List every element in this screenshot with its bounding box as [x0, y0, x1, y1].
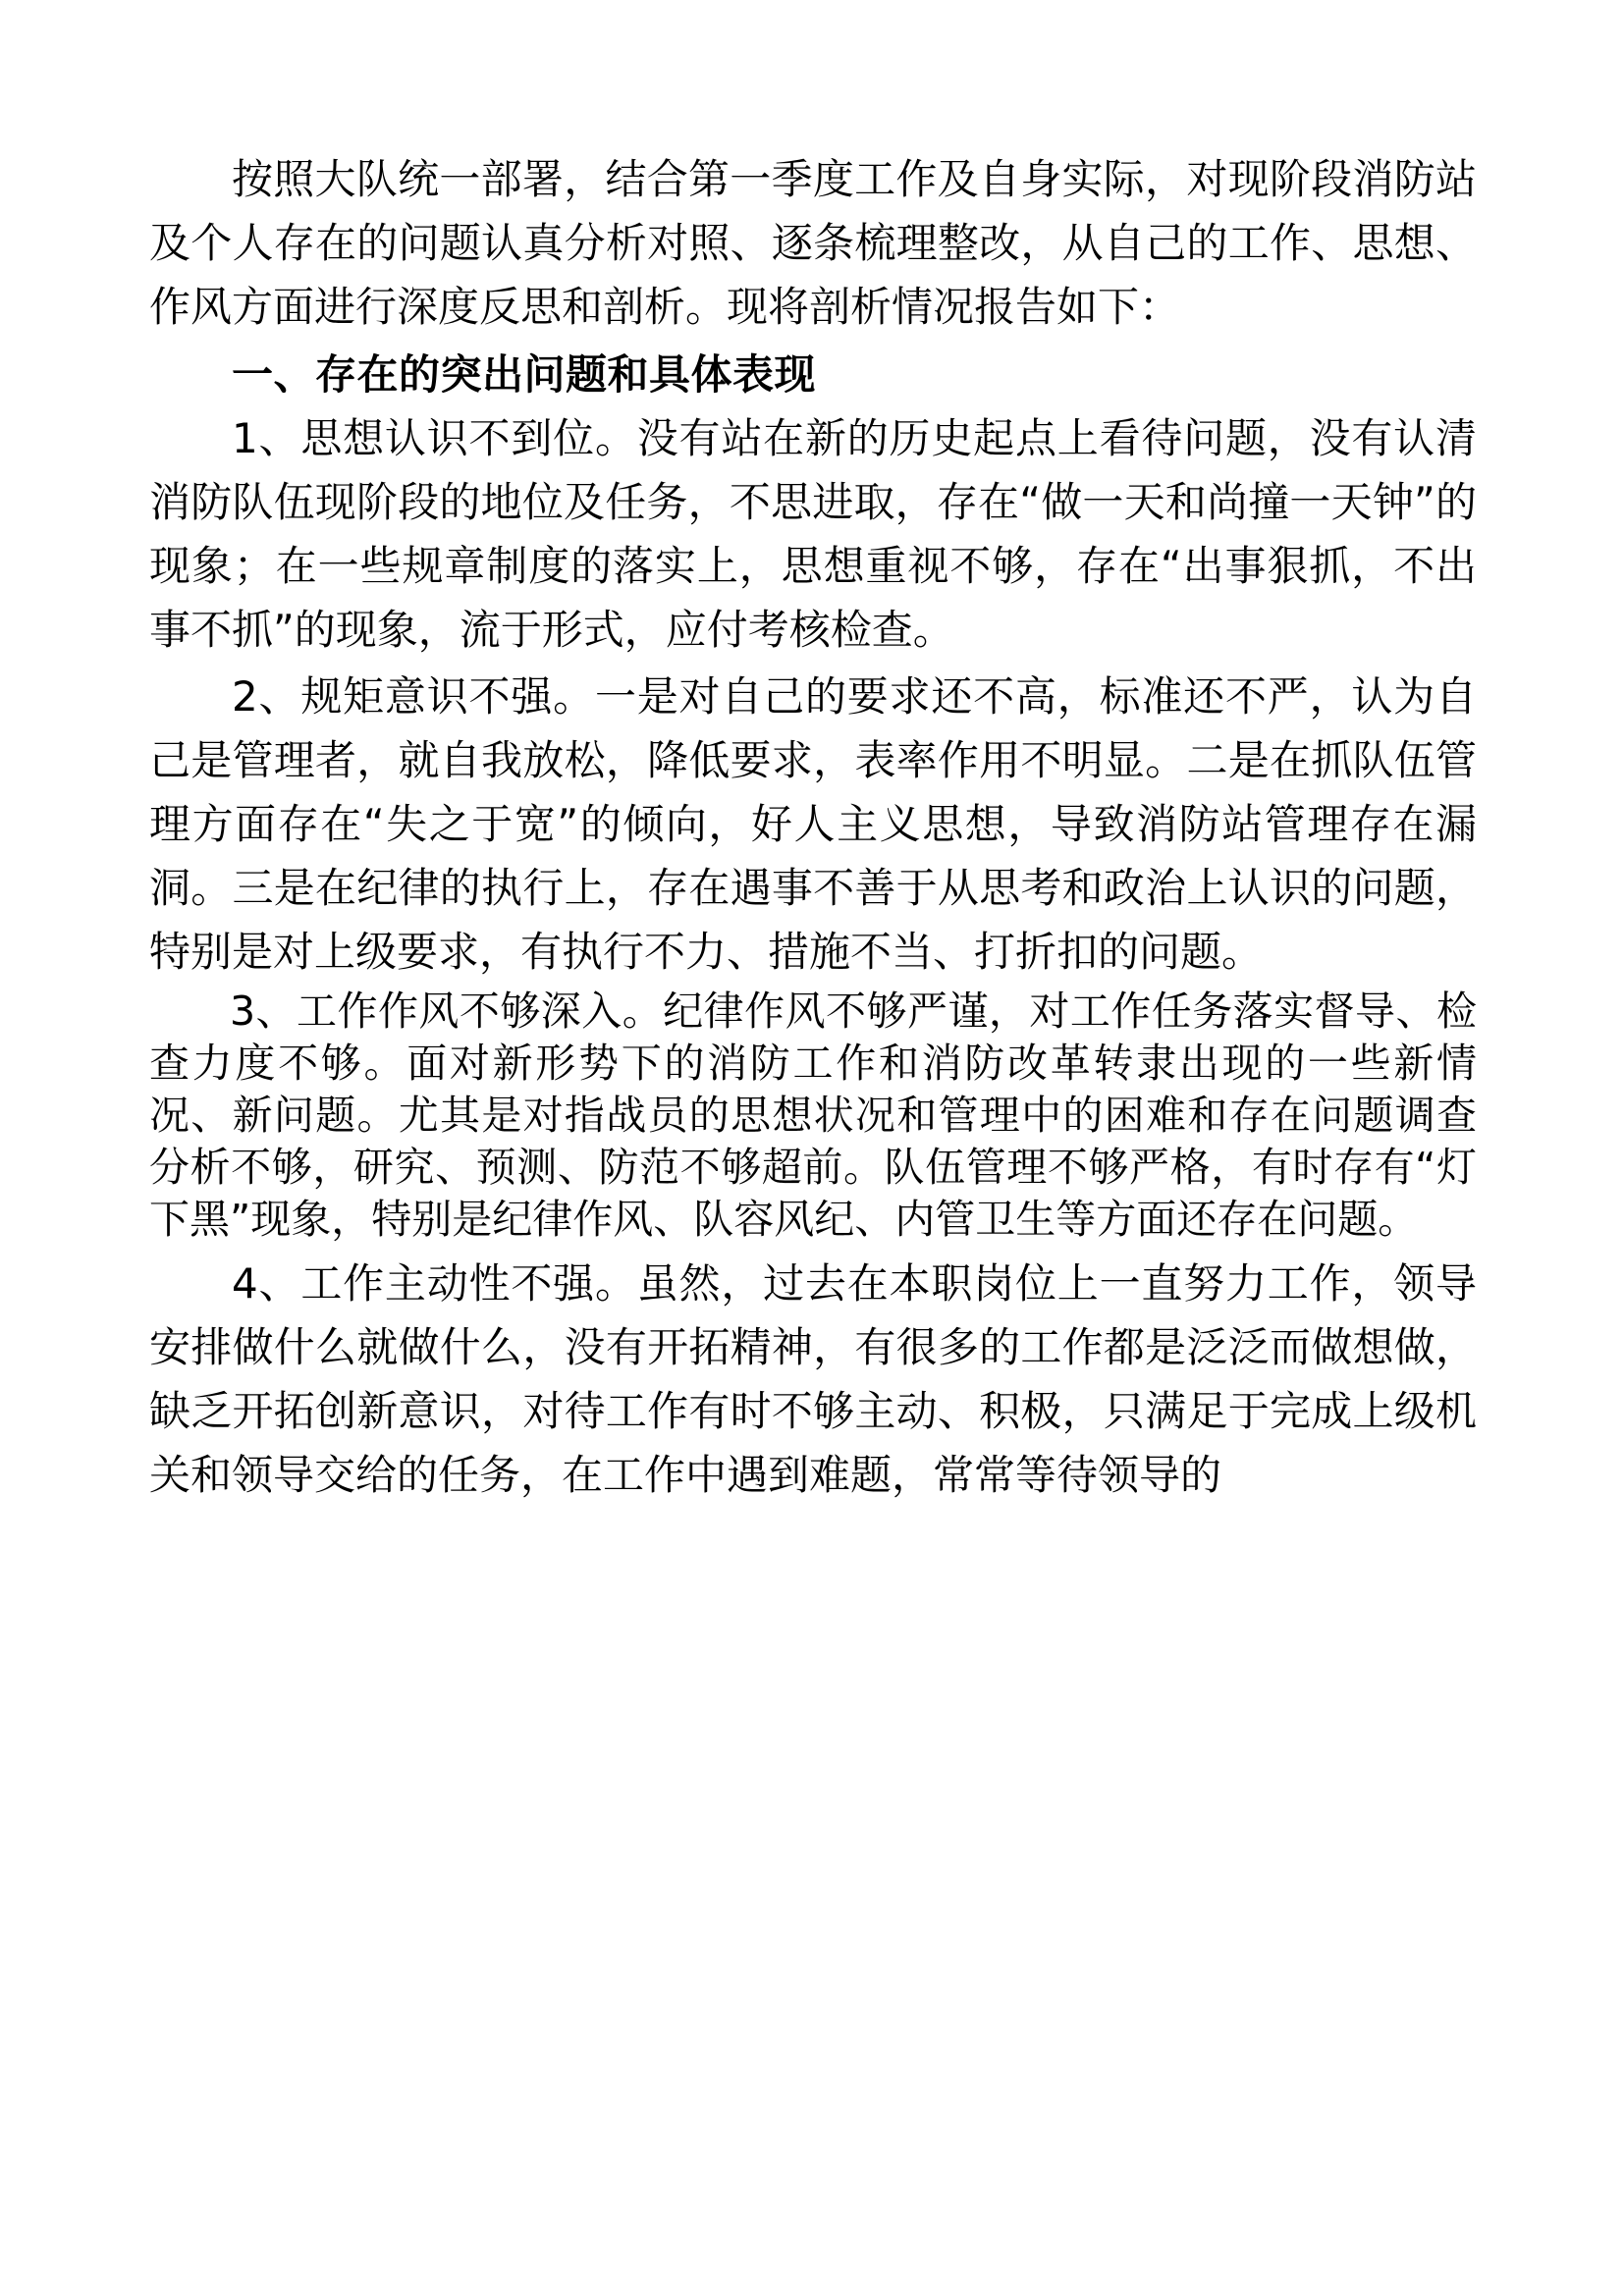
problem-item-4: 4、工作主动性不强。虽然，过去在本职岗位上一直努力工作，领导安排做什么就做什么，没有开拓精神，有很多的工作都是泛泛而做想做，缺乏开拓创新意识，对待工作有时不够主动、积极，只满足于完成上级机关和领导交给的任务，在工作中遇到难题，常常等待领导的 [149, 1259, 1477, 1499]
section-heading: 一、存在的突出问题和具体表现 [232, 350, 817, 399]
document-body [149, 147, 1477, 1507]
problem-item-2: 2、规矩意识不强。一是对自己的要求还不高，标准还不严，认为自己是管理者，就自我放松，降低要求，表率作用不明显。二是在抓队伍管理方面存在“失之于宽”的倾向，好人主义思想，导致消防站管理存在漏洞。三是在纪律的执行上，存在遇事不善于从思考和政治上认识的问题，特别是对上级要求，有执行不力、措施不当、打折扣的问题。 [149, 672, 1477, 976]
intro-paragraph: 按照大队统一部署，结合第一季度工作及自身实际，对现阶段消防站及个人存在的问题认真分析对照、逐条梳理整改，从自己的工作、思想、作风方面进行深度反思和剖析。现将剖析情况报告如下： [149, 155, 1477, 331]
problem-item-1: 1、思想认识不到位。没有站在新的历史起点上看待问题，没有认清消防队伍现阶段的地位及任务，不思进取，存在“做一天和尚撞一天钟”的现象；在一些规章制度的落实上，思想重视不够，存在“出事狠抓，不出事不抓”的现象，流于形式，应付考核检查。 [149, 414, 1477, 654]
problem-item-3: 3、工作作风不够深入。纪律作风不够严谨，对工作任务落实督导、检查力度不够。面对新形势下的消防工作和消防改革转隶出现的一些新情况、新问题。尤其是对指战员的思想状况和管理中的困难和存在问题调查分析不够，研究、预测、防范不够超前。队伍管理不够严格，有时存有“灯下黑”现象，特别是纪律作风、队容风纪、内管卫生等方面还存在问题。 [149, 988, 1477, 1243]
